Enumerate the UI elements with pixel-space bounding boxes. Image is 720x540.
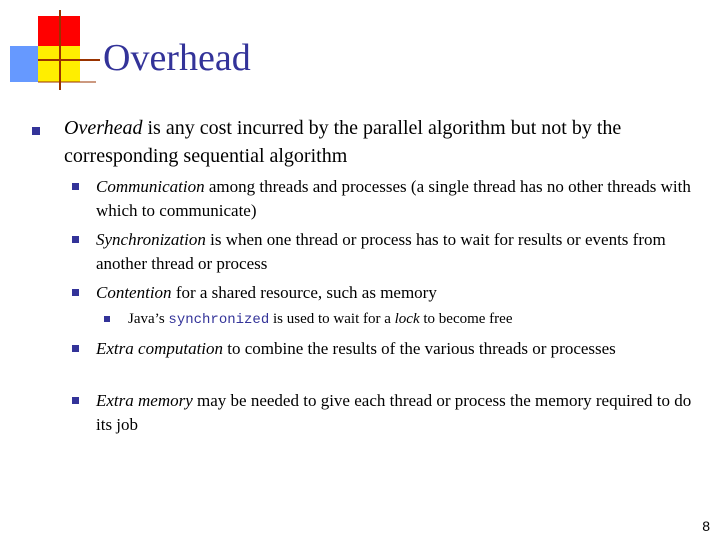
term-extra-computation: Extra computation bbox=[96, 339, 224, 358]
slide-logo bbox=[0, 0, 100, 100]
bullet-synchronization bbox=[96, 228, 696, 276]
text-contention: for a shared resource, such as memory bbox=[171, 283, 437, 302]
logo-blue-square bbox=[10, 46, 38, 82]
page-number: 8 bbox=[702, 518, 710, 534]
text-synchronization: is when one thread or process has to wait for results or events from another thread or process bbox=[96, 230, 666, 273]
bullet-marker bbox=[72, 289, 79, 296]
term-synchronization: Synchronization bbox=[96, 230, 206, 249]
bullet-extra-memory bbox=[96, 389, 696, 437]
term-lock: lock bbox=[394, 311, 420, 327]
bullet-marker bbox=[72, 183, 79, 190]
text-extra-memory: may be needed to give each thread or process the memory required to do its job bbox=[96, 391, 692, 434]
term-communication: Communication bbox=[96, 177, 205, 196]
bullet-overhead bbox=[64, 114, 704, 170]
bullet-marker bbox=[72, 345, 79, 352]
bullet-marker bbox=[32, 127, 40, 135]
term-overhead: Overhead bbox=[64, 117, 143, 139]
text-become-free: to become free bbox=[419, 311, 513, 327]
code-synchronized: synchronized bbox=[168, 312, 270, 328]
bullet-contention bbox=[96, 281, 696, 305]
slide-title: Overhead bbox=[103, 37, 251, 79]
bullet-communication bbox=[96, 175, 696, 223]
bullet-marker bbox=[72, 397, 79, 404]
bullet-marker bbox=[104, 316, 110, 322]
bullet-marker bbox=[72, 236, 79, 243]
text-overhead: is any cost incurred by the parallel algorithm but not by the corresponding sequential algorithm bbox=[64, 117, 622, 167]
text-extra-computation: to combine the results of the various threads or processes bbox=[223, 339, 616, 358]
term-contention: Contention bbox=[96, 283, 172, 302]
text-java: Java’s bbox=[128, 311, 169, 327]
bullet-extra-computation bbox=[96, 337, 696, 361]
term-extra-memory: Extra memory bbox=[96, 391, 193, 410]
bullet-java-synchronized bbox=[128, 309, 688, 330]
text-used-to-wait: is used to wait for a bbox=[269, 311, 395, 327]
text-communication: among threads and processes (a single thread has no other threads with which to communicate) bbox=[96, 177, 691, 220]
